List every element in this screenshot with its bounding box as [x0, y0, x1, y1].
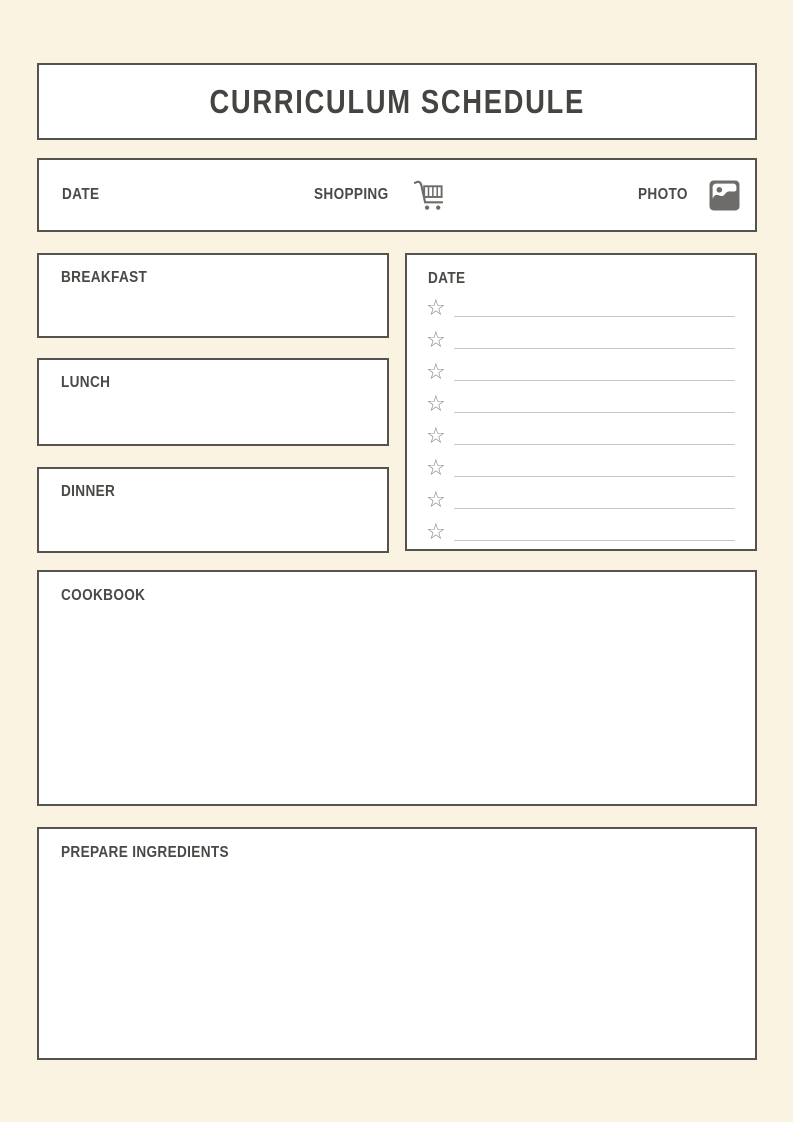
cookbook-label: COOKBOOK: [61, 587, 146, 604]
checklist-date-label: DATE: [428, 270, 466, 287]
checklist-row: [426, 517, 735, 549]
date-checklist-rows: [426, 293, 735, 549]
star-icon: ☆: [426, 296, 446, 321]
info-row-box: [37, 158, 757, 232]
photo-icon: [709, 180, 740, 211]
dinner-box: [37, 467, 389, 553]
photo-field-label: PHOTO: [638, 186, 689, 203]
checklist-write-line[interactable]: [454, 348, 735, 349]
photo-field: [638, 180, 740, 211]
cookbook-write-area[interactable]: [41, 610, 753, 802]
checklist-row: [426, 421, 735, 453]
shopping-field-label: SHOPPING: [314, 186, 389, 203]
checklist-row: [426, 293, 735, 325]
checklist-write-line[interactable]: [454, 316, 735, 317]
checklist-write-line[interactable]: [454, 412, 735, 413]
checklist-write-line[interactable]: [454, 476, 735, 477]
star-icon: ☆: [426, 424, 446, 449]
dinner-write-area[interactable]: [41, 503, 385, 549]
prepare-ingredients-write-area[interactable]: [41, 867, 753, 1056]
date-checklist-box: [405, 253, 757, 551]
star-icon: ☆: [426, 456, 446, 481]
lunch-label: LUNCH: [61, 374, 111, 391]
checklist-write-line[interactable]: [454, 444, 735, 445]
shopping-cart-icon: [412, 179, 445, 212]
star-icon: ☆: [426, 488, 446, 513]
cookbook-box: [37, 570, 757, 806]
breakfast-box: [37, 253, 389, 338]
prepare-ingredients-label: PREPARE INGREDIENTS: [61, 844, 229, 861]
checklist-row: [426, 389, 735, 421]
page-title: CURRICULUM SCHEDULE: [209, 82, 585, 120]
checklist-write-line[interactable]: [454, 380, 735, 381]
checklist-row: [426, 357, 735, 389]
checklist-write-line[interactable]: [454, 540, 735, 541]
shopping-field: [314, 160, 445, 230]
star-icon: ☆: [426, 328, 446, 353]
checklist-write-line[interactable]: [454, 508, 735, 509]
star-icon: ☆: [426, 360, 446, 385]
star-icon: ☆: [426, 392, 446, 417]
star-icon: ☆: [426, 520, 446, 545]
prepare-ingredients-box: [37, 827, 757, 1060]
breakfast-label: BREAKFAST: [61, 269, 148, 286]
title-box: [37, 63, 757, 140]
date-field-label: DATE: [62, 186, 100, 203]
dinner-label: DINNER: [61, 483, 116, 500]
checklist-row: [426, 325, 735, 357]
breakfast-write-area[interactable]: [41, 289, 385, 334]
checklist-row: [426, 453, 735, 485]
lunch-write-area[interactable]: [41, 394, 385, 442]
lunch-box: [37, 358, 389, 446]
checklist-row: [426, 485, 735, 517]
